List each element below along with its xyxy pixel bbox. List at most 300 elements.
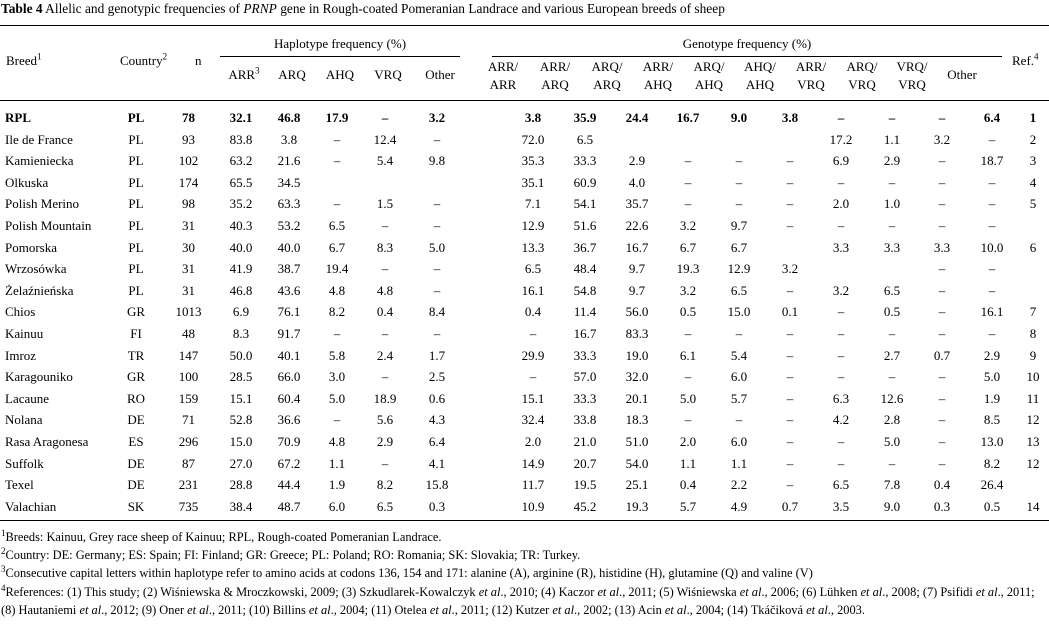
haplotype-cell: 1.1 xyxy=(328,455,346,471)
genotype-cell: – xyxy=(938,455,946,471)
reference-text: ., 2010; (4) Kaczor xyxy=(500,584,598,599)
genotype-cell: 0.4 xyxy=(679,477,697,493)
haplotype-cell: 32.1 xyxy=(229,110,253,125)
spacer-cell xyxy=(465,301,507,323)
haplotype-cell: 8.3 xyxy=(376,239,394,255)
genotype-cell: – xyxy=(684,174,692,190)
genotype-cell: 3.2 xyxy=(781,261,799,277)
genotype-cell: – xyxy=(938,261,946,277)
genotype-cell: 45.2 xyxy=(573,498,597,514)
haplotype-cell: 5.0 xyxy=(428,239,446,255)
haplotype-cell: 66.0 xyxy=(277,369,301,385)
genotype-cell: 3.8 xyxy=(524,110,542,125)
haplotype-cell: 1.7 xyxy=(428,347,446,363)
genotype-cell: 51.6 xyxy=(573,217,597,233)
genotype-cell: 33.3 xyxy=(573,153,597,169)
genotype-cell: – xyxy=(938,412,946,428)
country-cell: PL xyxy=(128,217,144,233)
genotype-cell: 4.9 xyxy=(730,498,748,514)
genotype-cell: 33.3 xyxy=(573,390,597,406)
haplotype-cell: 6.7 xyxy=(328,239,346,255)
n-cell: 87 xyxy=(182,455,195,471)
n-cell: 48 xyxy=(182,325,195,341)
genotype-cell: 18.7 xyxy=(980,153,1004,169)
ref-cell: 11 xyxy=(1026,390,1040,406)
genotype-cell: 19.3 xyxy=(625,498,649,514)
genotype-cell: 3.5 xyxy=(832,498,850,514)
genotype-cell: – xyxy=(888,110,896,125)
table-row xyxy=(0,474,1049,496)
genotype-cell: 6.5 xyxy=(730,282,748,298)
reference-text: ., 2006; (6) Lühken xyxy=(761,584,861,599)
country-cell: GR xyxy=(126,369,146,385)
genotype-header-arr-ahq: ARR/ AHQ xyxy=(642,59,674,92)
table-row xyxy=(0,496,1049,518)
n-cell: 31 xyxy=(182,282,195,298)
genotype-cell: – xyxy=(786,412,794,428)
et-al-text: et al xyxy=(308,602,331,617)
table-row xyxy=(0,215,1049,237)
et-al-text: et al xyxy=(429,602,452,617)
haplotype-cell: 40.1 xyxy=(277,347,301,363)
ref-cell: 10 xyxy=(1026,369,1040,385)
haplotype-group-rule xyxy=(220,56,460,57)
genotype-cell: – xyxy=(888,369,896,385)
haplotype-cell: – xyxy=(433,325,441,341)
country-cell: GR xyxy=(126,304,146,320)
haplotype-cell: 2.9 xyxy=(376,433,394,449)
haplotype-cell: – xyxy=(381,325,389,341)
haplotype-cell: 4.1 xyxy=(428,455,446,471)
haplotype-cell: 34.5 xyxy=(277,174,301,190)
genotype-cell: 6.5 xyxy=(832,477,850,493)
genotype-cell: 20.1 xyxy=(625,390,649,406)
footnote-1: $^1$Breeds: Kainuu, Grey race sheep of Kainuu; RPL, Rough-coated Pomeranian Landrace. xyxy=(1,527,442,544)
genotype-cell: 7.8 xyxy=(883,477,901,493)
n-cell: 30 xyxy=(182,239,195,255)
genotype-cell: 15.1 xyxy=(521,390,545,406)
haplotype-cell: 4.8 xyxy=(376,282,394,298)
reference-text: ., 2012; (9) Oner xyxy=(101,602,188,617)
genotype-cell: 5.7 xyxy=(679,498,697,514)
genotype-cell: – xyxy=(786,282,794,298)
haplotype-cell xyxy=(313,172,361,194)
genotype-cell: 54.1 xyxy=(573,196,597,212)
genotype-cell: 1.1 xyxy=(883,131,901,147)
haplotype-cell: 50.0 xyxy=(229,347,253,363)
reference-text: ., 2004; (14) Tkáčiková xyxy=(686,602,807,617)
haplotype-cell: – xyxy=(333,153,341,169)
haplotype-cell: 0.3 xyxy=(428,498,446,514)
n-cell: 174 xyxy=(178,174,199,190)
n-cell: 78 xyxy=(182,110,195,125)
genotype-cell: – xyxy=(786,174,794,190)
haplotype-cell: – xyxy=(381,110,389,125)
genotype-cell: – xyxy=(786,325,794,341)
breed-cell: Nolana xyxy=(5,412,43,428)
breed-cell: Pomorska xyxy=(5,239,57,255)
haplotype-cell: 6.5 xyxy=(328,217,346,233)
ref-cell: 4 xyxy=(1029,174,1037,190)
genotype-cell: – xyxy=(938,325,946,341)
ref-cell: 12 xyxy=(1026,455,1040,471)
n-cell: 31 xyxy=(182,217,195,233)
genotype-cell: – xyxy=(684,196,692,212)
genotype-header-other: Other xyxy=(947,67,977,82)
haplotype-cell: 4.3 xyxy=(428,412,446,428)
genotype-cell: – xyxy=(888,174,896,190)
genotype-header-arq-ahq: ARQ/ AHQ xyxy=(693,59,725,92)
haplotype-cell: 17.9 xyxy=(325,110,349,125)
n-cell: 31 xyxy=(182,261,195,277)
table-caption xyxy=(1,0,725,18)
genotype-cell: 32.0 xyxy=(625,369,649,385)
genotype-cell: 2.2 xyxy=(730,477,748,493)
genotype-cell: – xyxy=(786,196,794,212)
genotype-cell: 0.7 xyxy=(933,347,951,363)
table-row xyxy=(0,258,1049,280)
genotype-cell: 32.4 xyxy=(521,412,545,428)
n-cell: 296 xyxy=(178,433,199,449)
genotype-cell: 5.4 xyxy=(730,347,748,363)
genotype-cell: – xyxy=(786,217,794,233)
country-cell: DE xyxy=(127,412,145,428)
ref-cell: 9 xyxy=(1029,347,1037,363)
ref-cell xyxy=(1017,474,1049,496)
footnote-2: $^2$Country: DE: Germany; ES: Spain; FI: Finland; GR: Greece; PL: Poland; RO: Romania; SK: Slovakia; TR: Turkey. xyxy=(1,546,581,563)
genotype-cell: – xyxy=(684,412,692,428)
table-row xyxy=(0,107,1049,129)
haplotype-cell: 52.8 xyxy=(229,412,253,428)
genotype-cell: – xyxy=(735,325,743,341)
haplotype-cell: 63.2 xyxy=(229,153,253,169)
haplotype-cell: – xyxy=(433,131,441,147)
n-cell: 102 xyxy=(178,153,199,169)
haplotype-cell: 0.6 xyxy=(428,390,446,406)
genotype-header-arr-arr: ARR/ ARR xyxy=(487,59,519,92)
genotype-cell: 36.7 xyxy=(573,239,597,255)
header-n: n xyxy=(195,53,202,68)
haplotype-cell: 6.9 xyxy=(232,304,250,320)
et-al-text: et al xyxy=(552,602,575,617)
haplotype-cell: 19.4 xyxy=(325,261,349,277)
spacer-cell xyxy=(465,172,507,194)
genotype-cell: 24.4 xyxy=(625,110,649,125)
breed-cell: Valachian xyxy=(5,498,57,514)
genotype-cell: 3.3 xyxy=(883,239,901,255)
genotype-group-rule xyxy=(492,56,1002,57)
haplotype-cell: – xyxy=(381,261,389,277)
haplotype-cell: 8.2 xyxy=(328,304,346,320)
haplotype-cell: 6.5 xyxy=(376,498,394,514)
country-cell: PL xyxy=(128,282,144,298)
et-al-text: et al xyxy=(860,584,883,599)
spacer-cell xyxy=(465,388,507,410)
spacer-cell xyxy=(465,323,507,345)
table-row xyxy=(0,431,1049,453)
haplotype-cell: 18.9 xyxy=(373,390,397,406)
genotype-cell xyxy=(663,129,713,151)
reference-text: ., 2011; (8) Hautaniemi xyxy=(1,584,1035,617)
genotype-cell xyxy=(713,129,765,151)
spacer-cell xyxy=(465,366,507,388)
genotype-cell: 19.0 xyxy=(625,347,649,363)
genotype-cell: 0.3 xyxy=(933,498,951,514)
country-cell: DE xyxy=(127,455,145,471)
haplotype-cell: 3.0 xyxy=(328,369,346,385)
haplotype-header-arr: ARR$^3$ xyxy=(228,65,260,82)
haplotype-cell: 9.8 xyxy=(428,153,446,169)
genotype-cell: – xyxy=(988,174,996,190)
genotype-cell: 25.1 xyxy=(625,477,649,493)
genotype-cell: – xyxy=(837,110,845,125)
genotype-cell: – xyxy=(735,196,743,212)
n-cell: 735 xyxy=(178,498,199,514)
caption-gene: PRNP xyxy=(243,1,277,16)
genotype-cell: – xyxy=(684,369,692,385)
n-cell: 147 xyxy=(178,347,199,363)
table-row xyxy=(0,453,1049,475)
genotype-cell: 3.8 xyxy=(781,110,799,125)
genotype-cell: – xyxy=(988,131,996,147)
haplotype-cell: 28.8 xyxy=(229,477,253,493)
caption-text-after: gene in Rough-coated Pomeranian Landrace and various European breeds of sheep xyxy=(276,1,725,16)
genotype-cell: – xyxy=(786,390,794,406)
genotype-cell: 11.7 xyxy=(521,477,545,493)
genotype-cell: – xyxy=(837,174,845,190)
genotype-cell: – xyxy=(837,304,845,320)
haplotype-header-ahq: AHQ xyxy=(325,67,355,82)
genotype-cell: 35.7 xyxy=(625,196,649,212)
breed-cell: Polish Mountain xyxy=(5,217,92,233)
haplotype-cell: 5.8 xyxy=(328,347,346,363)
breed-cell: Kamieniecka xyxy=(5,153,74,169)
breed-cell: Lacaune xyxy=(5,390,50,406)
genotype-cell: – xyxy=(786,455,794,471)
genotype-cell: – xyxy=(888,217,896,233)
country-cell: TR xyxy=(127,347,145,363)
genotype-cell xyxy=(867,258,917,280)
haplotype-cell: 15.1 xyxy=(229,390,253,406)
genotype-cell: – xyxy=(988,282,996,298)
country-cell: FI xyxy=(130,325,142,341)
genotype-cell: 5.0 xyxy=(983,369,1001,385)
genotype-cell: 1.0 xyxy=(883,196,901,212)
reference-text: References: (1) This study; (2) Wiśniewska & Mroczkowski, 2009; (3) Szkudlarek-Kowalczyk xyxy=(5,584,479,599)
genotype-cell: 6.5 xyxy=(576,131,594,147)
footnote-4: $^4$References: (1) This study; (2) Wiśniewska & Mroczkowski, 2009; (3) Szkudlarek-Kowalczyk et al., 2010; (4) Kaczor et al., 2011; (5) Wiśniewska et al., 2006; (6) Lühken et al., 2008; (7) Psifidi et al., 2011; (8) Hautaniemi et al., 2012; (9) Oner et al., 2011; (10) Billins et al., 2004; (11) Otelea et al., 2011; (12) Kutzer et al., 2002; (13) Acin et al., 2004; (14) Tkáčiková et al., 2003. xyxy=(1,582,1035,617)
genotype-cell: 48.4 xyxy=(573,261,597,277)
genotype-cell: 0.5 xyxy=(679,304,697,320)
genotype-cell: 6.0 xyxy=(730,369,748,385)
haplotype-cell: 35.2 xyxy=(229,196,253,212)
genotype-cell: – xyxy=(684,153,692,169)
genotype-cell: 51.0 xyxy=(625,433,649,449)
genotype-cell: – xyxy=(786,153,794,169)
genotype-cell: 20.7 xyxy=(573,455,597,471)
genotype-cell xyxy=(765,237,815,259)
genotype-cell: 2.0 xyxy=(679,433,697,449)
breed-cell: Olkuska xyxy=(5,174,49,190)
haplotype-cell: 46.8 xyxy=(277,110,301,125)
spacer-cell xyxy=(465,107,507,129)
genotype-cell: 16.7 xyxy=(676,110,700,125)
spacer-cell xyxy=(465,193,507,215)
table-row xyxy=(0,172,1049,194)
ref-cell xyxy=(1017,258,1049,280)
genotype-cell: 33.3 xyxy=(573,347,597,363)
haplotype-cell: 3.8 xyxy=(280,131,298,147)
genotype-cell: 7.1 xyxy=(524,196,542,212)
table-row xyxy=(0,323,1049,345)
haplotype-cell: 5.0 xyxy=(328,390,346,406)
genotype-cell: 35.9 xyxy=(573,110,597,125)
genotype-cell: 6.1 xyxy=(679,347,697,363)
genotype-cell: 11.4 xyxy=(573,304,597,320)
spacer-cell xyxy=(465,474,507,496)
haplotype-cell: 5.4 xyxy=(376,153,394,169)
header-ref: Ref.$^4$ xyxy=(1012,51,1039,68)
genotype-cell: 2.9 xyxy=(628,153,646,169)
haplotype-cell: – xyxy=(333,325,341,341)
genotype-header-arq-arq: ARQ/ ARQ xyxy=(591,59,623,92)
haplotype-cell: 38.4 xyxy=(229,498,253,514)
spacer-cell xyxy=(465,453,507,475)
haplotype-cell: 15.0 xyxy=(229,433,253,449)
et-al-text: et al xyxy=(478,584,501,599)
genotype-cell: – xyxy=(837,369,845,385)
genotype-cell: – xyxy=(786,433,794,449)
et-al-text: et al xyxy=(975,584,998,599)
table-row xyxy=(0,237,1049,259)
haplotype-cell: – xyxy=(333,412,341,428)
n-cell: 159 xyxy=(178,390,199,406)
haplotype-cell: 2.4 xyxy=(376,347,394,363)
genotype-cell: 19.5 xyxy=(573,477,597,493)
genotype-cell: 6.4 xyxy=(983,110,1001,125)
caption-text-before: Allelic and genotypic frequencies of xyxy=(45,1,244,16)
genotype-cell: 18.3 xyxy=(625,412,649,428)
haplotype-cell: – xyxy=(433,282,441,298)
haplotype-cell: 5.6 xyxy=(376,412,394,428)
haplotype-cell: 27.0 xyxy=(229,455,253,471)
genotype-cell: 12.9 xyxy=(521,217,545,233)
genotype-cell: 6.0 xyxy=(730,433,748,449)
country-cell: PL xyxy=(128,261,144,277)
genotype-cell: 0.1 xyxy=(781,304,799,320)
spacer-cell xyxy=(465,409,507,431)
haplotype-cell: 67.2 xyxy=(277,455,301,471)
table-row xyxy=(0,345,1049,367)
genotype-cell xyxy=(611,129,663,151)
genotype-cell: – xyxy=(988,196,996,212)
breed-cell: Ile de France xyxy=(5,131,73,147)
genotype-cell: 19.3 xyxy=(676,261,700,277)
breed-cell: Texel xyxy=(5,477,34,493)
table-row xyxy=(0,409,1049,431)
genotype-header-vrq-vrq: VRQ/ VRQ xyxy=(896,59,928,92)
genotype-cell: 9.0 xyxy=(730,110,748,125)
country-cell: PL xyxy=(128,239,144,255)
genotype-cell: 16.1 xyxy=(521,282,545,298)
haplotype-cell: 4.8 xyxy=(328,282,346,298)
genotype-cell: 17.2 xyxy=(829,131,853,147)
genotype-cell: 3.2 xyxy=(933,131,951,147)
genotype-header-arq-vrq: ARQ/ VRQ xyxy=(846,59,878,92)
genotype-cell: 16.7 xyxy=(625,239,649,255)
genotype-cell: 54.0 xyxy=(625,455,649,471)
haplotype-cell: 8.4 xyxy=(428,304,446,320)
breed-cell: Rasa Aragonesa xyxy=(5,433,89,449)
genotype-cell: – xyxy=(938,282,946,298)
et-al-text: et al xyxy=(806,602,828,617)
genotype-cell: – xyxy=(988,261,996,277)
genotype-cell: 16.1 xyxy=(980,304,1004,320)
n-cell: 231 xyxy=(178,477,199,493)
et-al-text: et al xyxy=(187,602,209,617)
genotype-cell: 1.9 xyxy=(983,390,1001,406)
haplotype-cell xyxy=(409,172,465,194)
reference-text: ., 2004; (11) Otelea xyxy=(330,602,430,617)
genotype-cell: – xyxy=(837,347,845,363)
genotype-cell: 2.9 xyxy=(883,153,901,169)
genotype-cell: – xyxy=(786,369,794,385)
genotype-cell: 6.5 xyxy=(524,261,542,277)
genotype-cell: 1.1 xyxy=(730,455,748,471)
haplotype-cell: 28.5 xyxy=(229,369,253,385)
haplotype-cell: 44.4 xyxy=(277,477,301,493)
et-al-text: et al xyxy=(664,602,687,617)
n-cell: 98 xyxy=(182,196,195,212)
genotype-cell: 6.3 xyxy=(832,390,850,406)
genotype-header-arr-arq: ARR/ ARQ xyxy=(539,59,571,92)
genotype-cell: – xyxy=(735,153,743,169)
country-cell: PL xyxy=(128,174,144,190)
haplotype-cell: – xyxy=(433,217,441,233)
haplotype-cell: 0.4 xyxy=(376,304,394,320)
genotype-cell: – xyxy=(988,217,996,233)
haplotype-cell: – xyxy=(381,217,389,233)
ref-cell: 7 xyxy=(1029,304,1037,320)
genotype-cell: 9.7 xyxy=(628,282,646,298)
haplotype-cell: 6.0 xyxy=(328,498,346,514)
genotype-cell: – xyxy=(988,325,996,341)
haplotype-cell: 15.8 xyxy=(425,477,449,493)
genotype-cell: – xyxy=(938,369,946,385)
genotype-cell: 22.6 xyxy=(625,217,649,233)
genotype-cell: 9.7 xyxy=(628,261,646,277)
genotype-cell: 9.0 xyxy=(883,498,901,514)
genotype-cell: – xyxy=(938,433,946,449)
genotype-cell: – xyxy=(735,412,743,428)
genotype-cell: 0.7 xyxy=(781,498,799,514)
genotype-cell: 8.2 xyxy=(983,455,1001,471)
reference-text: ., 2011; (12) Kutzer xyxy=(451,602,553,617)
spacer-cell xyxy=(465,496,507,518)
genotype-cell: – xyxy=(786,477,794,493)
haplotype-cell: 40.0 xyxy=(277,239,301,255)
haplotype-cell xyxy=(361,172,409,194)
breed-cell: RPL xyxy=(5,110,31,125)
genotype-cell: 35.1 xyxy=(521,174,545,190)
genotype-cell: – xyxy=(786,347,794,363)
reference-text: ., 2011; (10) Billins xyxy=(208,602,309,617)
header-genotype-group: Genotype frequency (%) xyxy=(682,36,812,51)
genotype-cell: – xyxy=(938,304,946,320)
genotype-header-ahq-ahq: AHQ/ AHQ xyxy=(744,59,776,92)
genotype-cell: – xyxy=(888,325,896,341)
table-row xyxy=(0,129,1049,151)
